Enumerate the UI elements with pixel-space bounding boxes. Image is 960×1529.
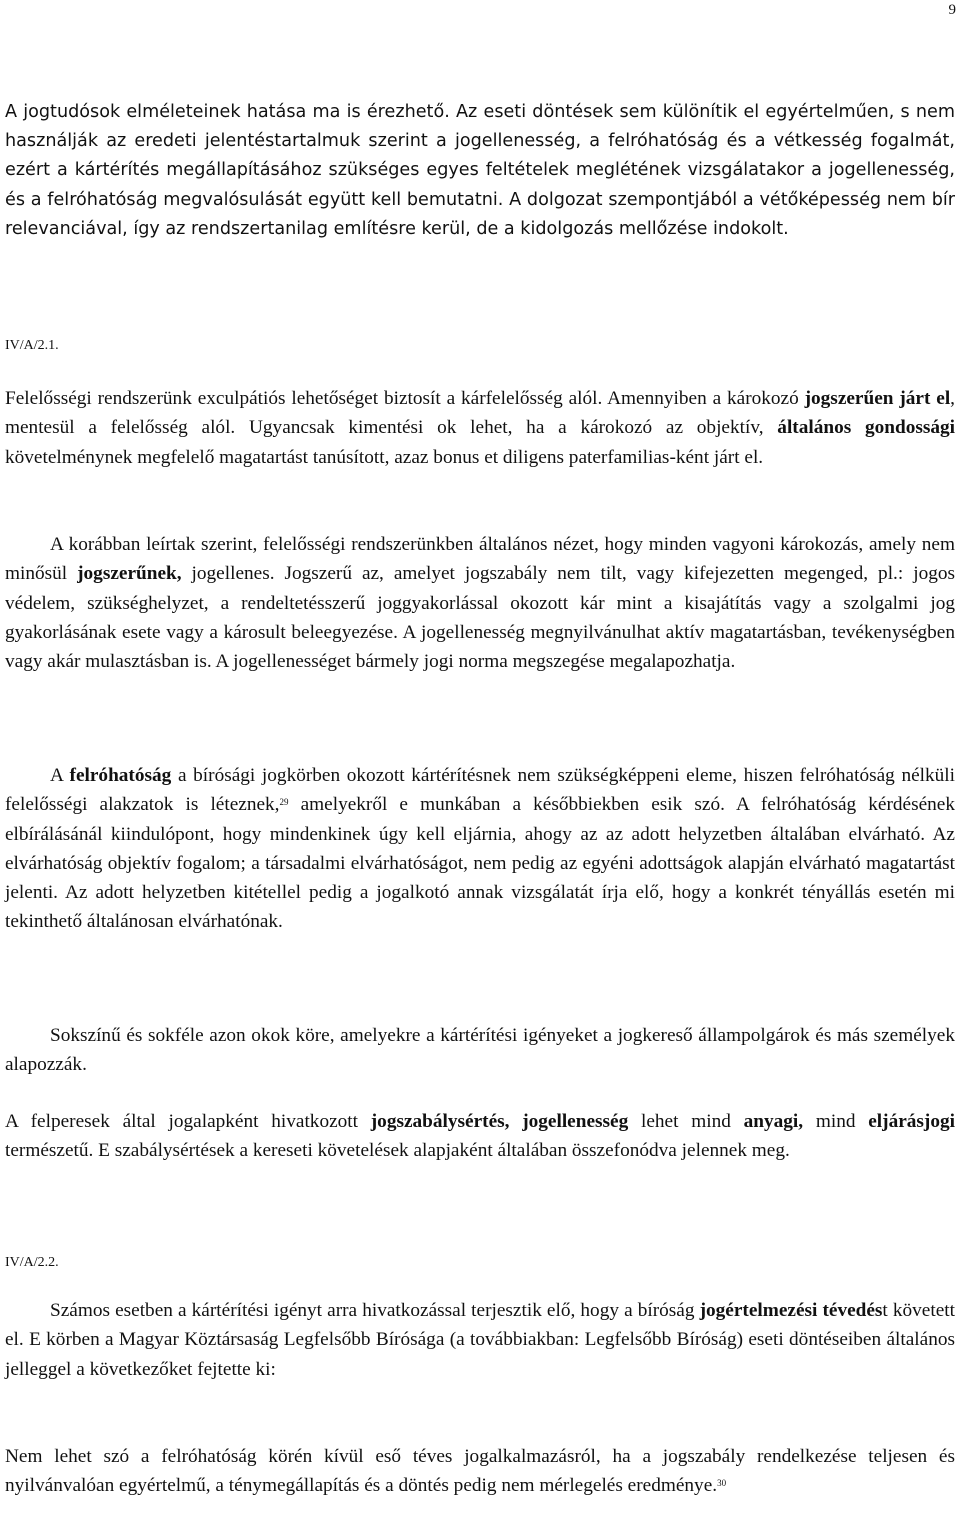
paragraph-misapplication: Nem lehet szó a felróhatóság körén kívül eső téves jogalkalmazásról, ha a jogszabály rendelkezése teljesen és nyilvánvalóan egyértelmű, a ténymegállapítás és a döntés pedig nem mérlegelés eredménye.$^{30}$ (5, 1446, 955, 1497)
page-number: 9 (948, 2, 956, 18)
bold-term-procedural: eljárásjogi (868, 1111, 955, 1132)
bold-term-lawful: jogszerűen járt el (804, 388, 951, 409)
section-heading-iv-a-2-2: IV/A/2.2. (5, 1255, 59, 1270)
footnote-ref-30[interactable]: 30 (717, 1478, 727, 1489)
bold-term-violation: jogszabálysértés, jogellenesség (370, 1111, 629, 1132)
paragraph-imputability: A felróhatóság a bírósági jogkörben okozott kártérítésnek nem szükségképpeni eleme, hiszen felróhatóság nélküli felelősségi alakzatok is léteznek,$^{29}$ amelyekről e munkában a későbbiekben esik szó. A felróhatóság kérdésének elbírálásánál kiindulópont, hogy mindenkinek úgy kell eljárnia, ahogy az az adott helyzetben általában elvárható. Az elvárhatóság objektív fogalom; a társadalmi elvárhatóságot, nem pedig az egyéni adottságok alapján elvárható magatartást jelenti. Az adott helyzetben kitétellel pedig a jogalkotó annak vizsgálatát írja elő, hogy a konkrét tényállás esetén mi tekinthető általánosan elvárhatónak. (5, 765, 956, 933)
bold-term-lawful-adj: jogszerűnek, (77, 563, 182, 585)
paragraph-intro: A jogtudósok elméleteinek hatása ma is érezhető. Az eseti döntések sem különítik el egyértelműen, s nem használják az eredeti jelentéstartalmuk szerint a jogellenesség, a felróhatóság és a vétkesség fogalmát, ezért a kártérítés megállapításához szükséges egyes feltételek meglétének vizsgálatakor a jogellenesség, és a felróhatóság megvalósulását együtt kell bemutatni. A dolgozat szempontjából a vétőképesség nem bír relevanciával, így az rendszertanilag említésre kerül, de a kidolgozás mellőzése indokolt. (5, 102, 955, 239)
footnote-ref-29[interactable]: 29 (279, 797, 289, 808)
paragraph-grounds: Sokszínű és sokféle azon okok köre, amelyekre a kártérítési igényeket a jogkereső állampolgárok és más személyek alapozzák. (5, 1025, 955, 1076)
paragraph-exculpation: Felelősségi rendszerünk exculpátiós lehetőséget biztosít a kárfelelősség alól. Amennyiben a károkozó jogszerűen járt el, mentesül a felelősség alól. Ugyancsak kimentési ok lehet, ha a károkozó az objektív, általános gondossági követelménynek megfelelő magatartást tanúsított, azaz bonus et diligens paterfamilias-ként járt el. (5, 388, 955, 468)
bold-term-general-care: általános gondossági (777, 417, 955, 439)
paragraph-plaintiffs: A felperesek által jogalapként hivatkozott jogszabálysértés, jogellenesség lehet mind anyagi, mind eljárásjogi természetű. E szabálysértések a kereseti követelések alapjaként általában összefonódva jelennek meg. (5, 1111, 955, 1162)
paragraph-interpretation-error: Számos esetben a kártérítési igényt arra hivatkozással terjesztik elő, hogy a bíróság jogértelmezési tévedést követett el. E körben a Magyar Köztársaság Legfelsőbb Bírósága (a továbbiakban: Legfelsőbb Bíróság) eseti döntéseiben általános jelleggel a következőket fejtette ki: (5, 1300, 955, 1380)
bold-term-interpretation-error: jogértelmezési tévedés (699, 1300, 883, 1321)
bold-term-material: anyagi, (743, 1111, 804, 1132)
paragraph-unlawfulness: A korábban leírtak szerint, felelősségi rendszerünkben általános nézet, hogy minden vagyoni károkozás, amely nem minősül jogszerűnek, jogellenes. Jogszerű az, amelyet jogszabály nem tilt, vagy kifejezetten megenged, pl.: jogos védelem, szükséghelyzet, a rendeltetésszerű joggyakorlással okozott kár mint a kisajátítás vagy a szolgalmi jog gyakorlásának esete vagy a károsult beleegyezése. A jogellenesség megnyilvánulhat aktív magatartásban, tevékenységben vagy akár mulasztásban is. A jogellenességet bármely jogi norma megszegése megalapozhatja. (5, 534, 955, 673)
bold-term-imputability: felróhatóság (69, 765, 172, 786)
section-heading-iv-a-2-1: IV/A/2.1. (5, 338, 59, 353)
